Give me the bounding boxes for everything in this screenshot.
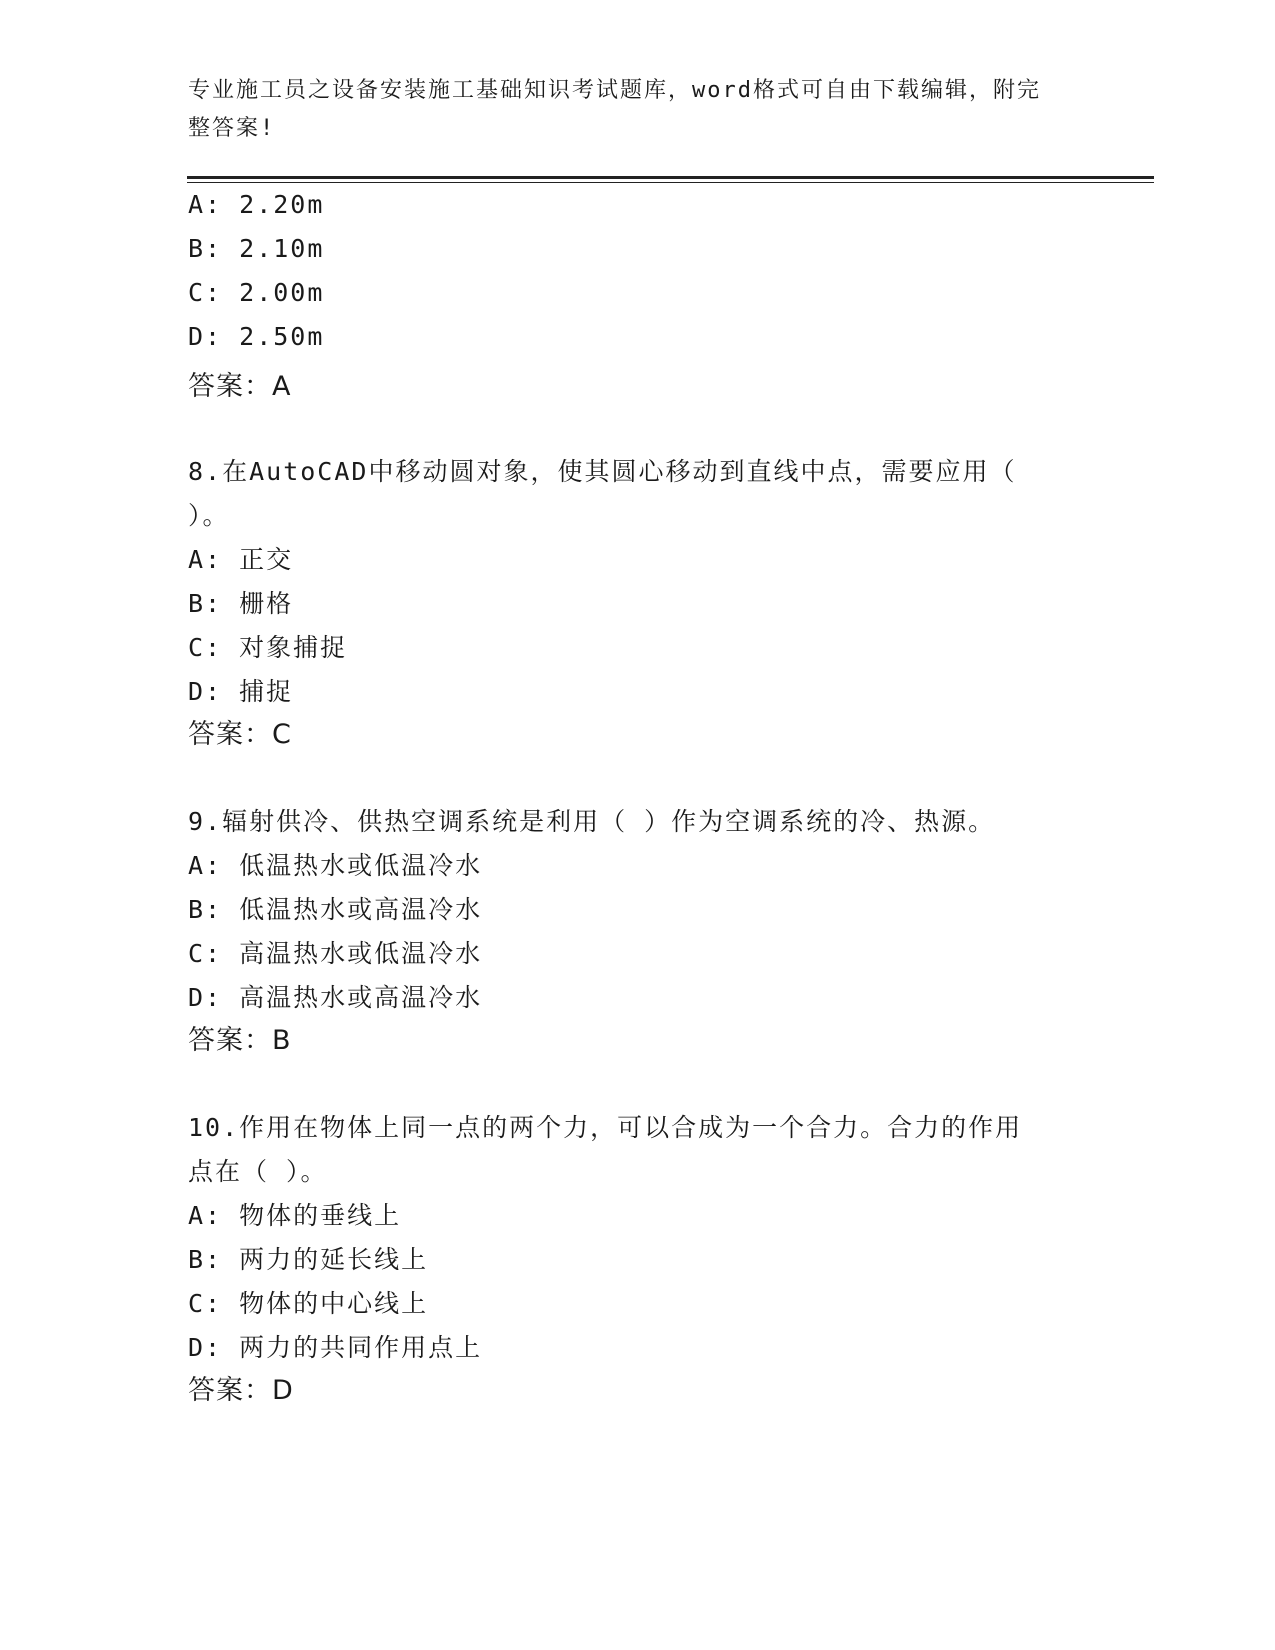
document-header <box>188 72 1068 148</box>
answer-label: 答案：B <box>188 1025 292 1056</box>
option-b: B: 低温热水或高温冷水 <box>188 895 483 924</box>
question-stem-line-2: 点在（ ）。 <box>188 1157 328 1186</box>
question-stem-line-1: 10.作用在物体上同一点的两个力，可以合成为一个合力。合力的作用 <box>188 1113 1023 1142</box>
option-b: B: 栅格 <box>188 589 294 618</box>
option-c: C: 2.00m <box>188 278 325 307</box>
option-c: C: 高温热水或低温冷水 <box>188 939 483 968</box>
answer-label: 答案：C <box>188 719 292 750</box>
header-line-1: 专业施工员之设备安装施工基础知识考试题库，word格式可自由下载编辑，附完 <box>188 78 1041 103</box>
option-b: B: 两力的延长线上 <box>188 1245 429 1274</box>
question-stem-line-1: 9.辐射供冷、供热空调系统是利用（ ）作为空调系统的冷、热源。 <box>188 807 996 836</box>
option-d: D: 高温热水或高温冷水 <box>188 983 483 1012</box>
option-d: D: 2.50m <box>188 322 325 351</box>
option-a: A: 2.20m <box>188 190 325 219</box>
question-stem-line-2: ）。 <box>188 501 230 530</box>
option-d: D: 捕捉 <box>188 677 294 706</box>
question-stem-line-1: 8.在AutoCAD中移动圆对象，使其圆心移动到直线中点，需要应用（ <box>188 457 1017 486</box>
option-a: A: 正交 <box>188 545 294 574</box>
header-line-2: 整答案! <box>188 116 276 141</box>
option-a: A: 低温热水或低温冷水 <box>188 851 483 880</box>
option-a: A: 物体的垂线上 <box>188 1201 402 1230</box>
option-c: C: 物体的中心线上 <box>188 1289 429 1318</box>
option-d: D: 两力的共同作用点上 <box>188 1333 483 1362</box>
header-divider-thick <box>187 176 1154 179</box>
option-b: B: 2.10m <box>188 234 325 263</box>
option-c: C: 对象捕捉 <box>188 633 348 662</box>
answer-label: 答案：A <box>188 371 292 402</box>
answer-label: 答案：D <box>188 1375 294 1406</box>
header-divider-thin <box>187 182 1154 183</box>
